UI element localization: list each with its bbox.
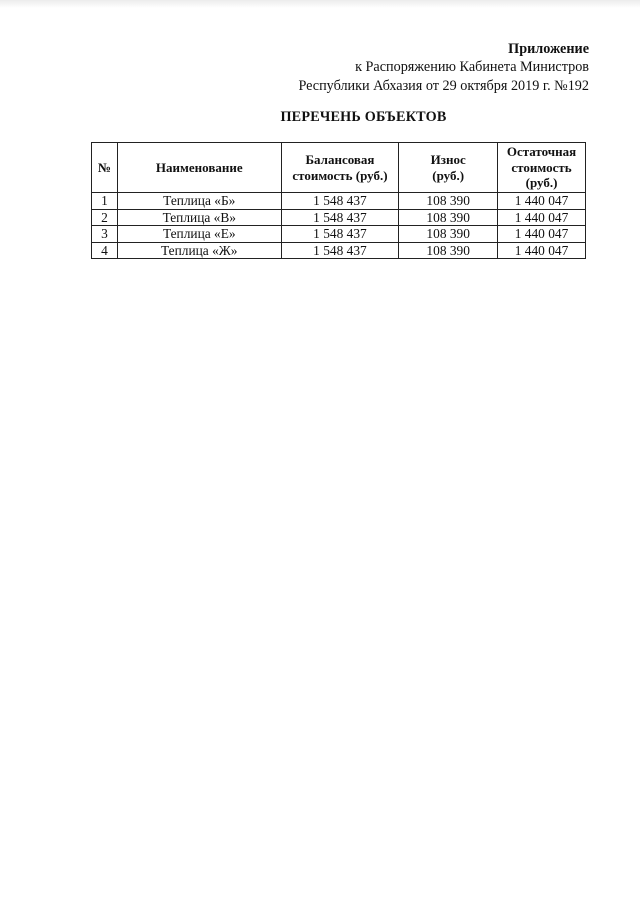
cell-number: 1: [92, 193, 118, 210]
cell-number: 2: [92, 209, 118, 226]
cell-name: Теплица «Е»: [117, 226, 281, 243]
cell-name: Теплица «Б»: [117, 193, 281, 210]
cell-name: Теплица «В»: [117, 209, 281, 226]
cell-wear: 108 390: [399, 209, 498, 226]
header-residual-value: Остаточная стоимость (руб.): [498, 143, 586, 193]
cell-residual: 1 440 047: [498, 209, 586, 226]
cell-number: 3: [92, 226, 118, 243]
attachment-block: [298, 40, 589, 95]
header-name: Наименование: [117, 143, 281, 193]
scan-edge-shadow: [0, 0, 640, 8]
cell-residual: 1 440 047: [498, 226, 586, 243]
cell-balance: 1 548 437: [281, 209, 399, 226]
objects-table: [91, 142, 586, 259]
cell-name: Теплица «Ж»: [117, 242, 281, 259]
cell-residual: 1 440 047: [498, 242, 586, 259]
header-balance-value: Балансовая стоимость (руб.): [281, 143, 399, 193]
cell-balance: 1 548 437: [281, 242, 399, 259]
table-header-row: [92, 143, 586, 193]
cell-number: 4: [92, 242, 118, 259]
attachment-heading: Приложение: [508, 41, 589, 57]
table-row: [92, 242, 586, 259]
table-row: [92, 226, 586, 243]
cell-balance: 1 548 437: [281, 226, 399, 243]
table-row: [92, 193, 586, 210]
cell-wear: 108 390: [399, 242, 498, 259]
cell-balance: 1 548 437: [281, 193, 399, 210]
table-row: [92, 209, 586, 226]
header-wear: Износ (руб.): [399, 143, 498, 193]
attachment-line-2: Республики Абхазия от 29 октября 2019 г. №192: [298, 77, 589, 94]
cell-wear: 108 390: [399, 193, 498, 210]
cell-wear: 108 390: [399, 226, 498, 243]
attachment-line-1: к Распоряжению Кабинета Министров: [355, 59, 589, 76]
document-title: ПЕРЕЧЕНЬ ОБЪЕКТОВ: [280, 109, 447, 125]
header-number: №: [92, 143, 118, 193]
cell-residual: 1 440 047: [498, 193, 586, 210]
